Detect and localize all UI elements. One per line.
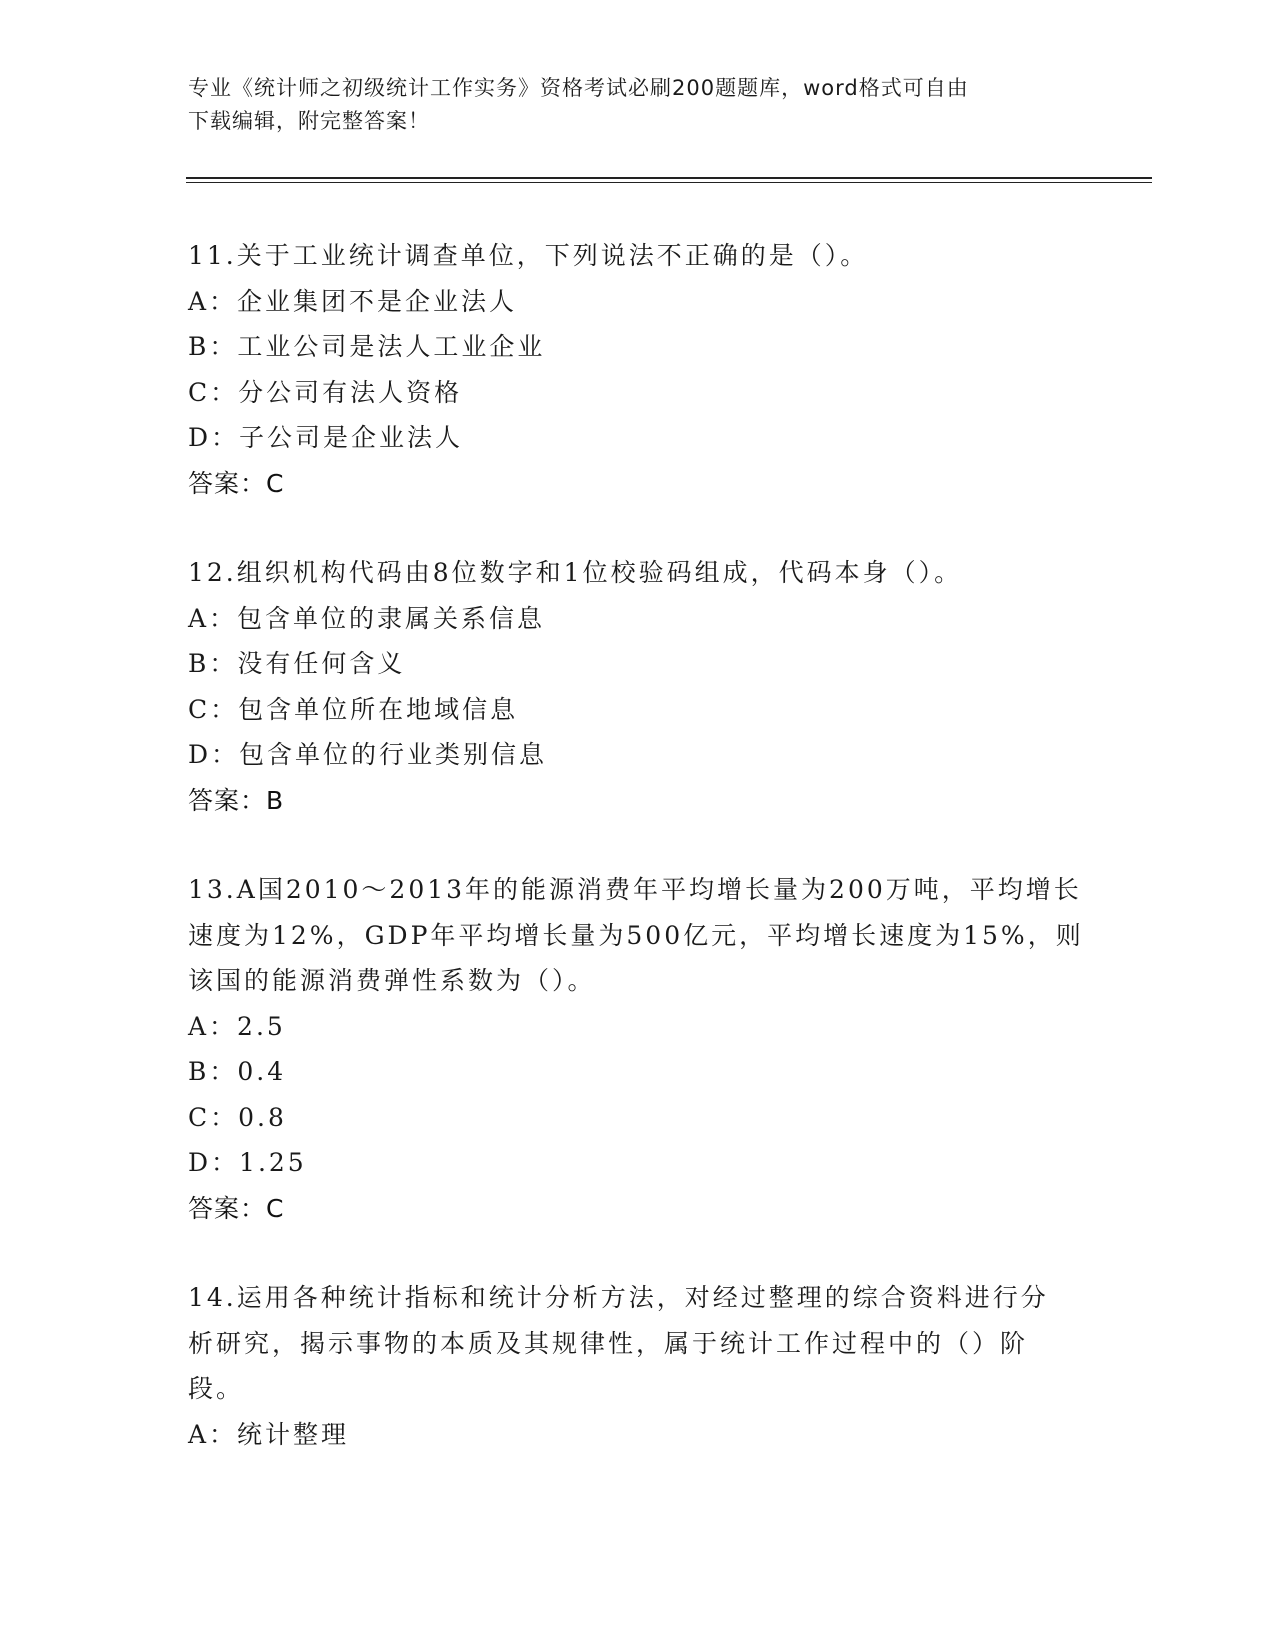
question-stem-line-1: 14.运用各种统计指标和统计分析方法，对经过整理的综合资料进行分 <box>188 1283 1049 1312</box>
question-stem: 11.关于工业统计调查单位，下列说法不正确的是（）。 <box>188 241 869 270</box>
header-line-2: 下载编辑，附完整答案！ <box>188 109 430 133</box>
option-c: C：分公司有法人资格 <box>188 377 463 407</box>
question-14 <box>188 1275 1088 1457</box>
question-stem: 12.组织机构代码由8位数字和1位校验码组成，代码本身（）。 <box>188 558 963 587</box>
option-b: B：0.4 <box>188 1057 287 1086</box>
question-list <box>188 233 1088 1501</box>
question-stem-line-3: 该国的能源消费弹性系数为（）。 <box>188 966 596 995</box>
option-b: B：没有任何含义 <box>188 649 406 678</box>
answer-line: 答案：C <box>188 468 285 498</box>
option-a: A：统计整理 <box>188 1419 350 1449</box>
question-stem-line-3: 段。 <box>188 1374 245 1403</box>
header-divider-thin <box>186 182 1152 183</box>
header-divider-thick <box>186 177 1152 179</box>
option-c: C：0.8 <box>188 1102 287 1132</box>
option-c: C：包含单位所在地域信息 <box>188 694 519 724</box>
question-12 <box>188 550 1088 823</box>
option-a: A：包含单位的隶属关系信息 <box>188 603 546 633</box>
question-stem-line-1: 13.A国2010～2013年的能源消费年平均增长量为200万吨，平均增长 <box>188 875 1082 904</box>
option-d: D：包含单位的行业类别信息 <box>188 740 548 769</box>
option-a: A：企业集团不是企业法人 <box>188 286 518 316</box>
answer-line: 答案：C <box>188 1193 285 1223</box>
header-line-1: 专业《统计师之初级统计工作实务》资格考试必刷200题题库，word格式可自由 <box>188 76 969 100</box>
option-a: A：2.5 <box>188 1011 286 1041</box>
option-d: D：1.25 <box>188 1148 307 1177</box>
question-stem-line-2: 速度为12%，GDP年平均增长量为500亿元，平均增长速度为15%，则 <box>188 920 1084 950</box>
question-stem-line-2: 析研究，揭示事物的本质及其规律性，属于统计工作过程中的（）阶 <box>188 1328 1029 1358</box>
option-d: D：子公司是企业法人 <box>188 423 464 452</box>
question-13 <box>188 867 1088 1231</box>
answer-line: 答案：B <box>188 785 285 815</box>
question-11 <box>188 233 1088 506</box>
option-b: B：工业公司是法人工业企业 <box>188 332 546 361</box>
document-header <box>188 72 1088 138</box>
